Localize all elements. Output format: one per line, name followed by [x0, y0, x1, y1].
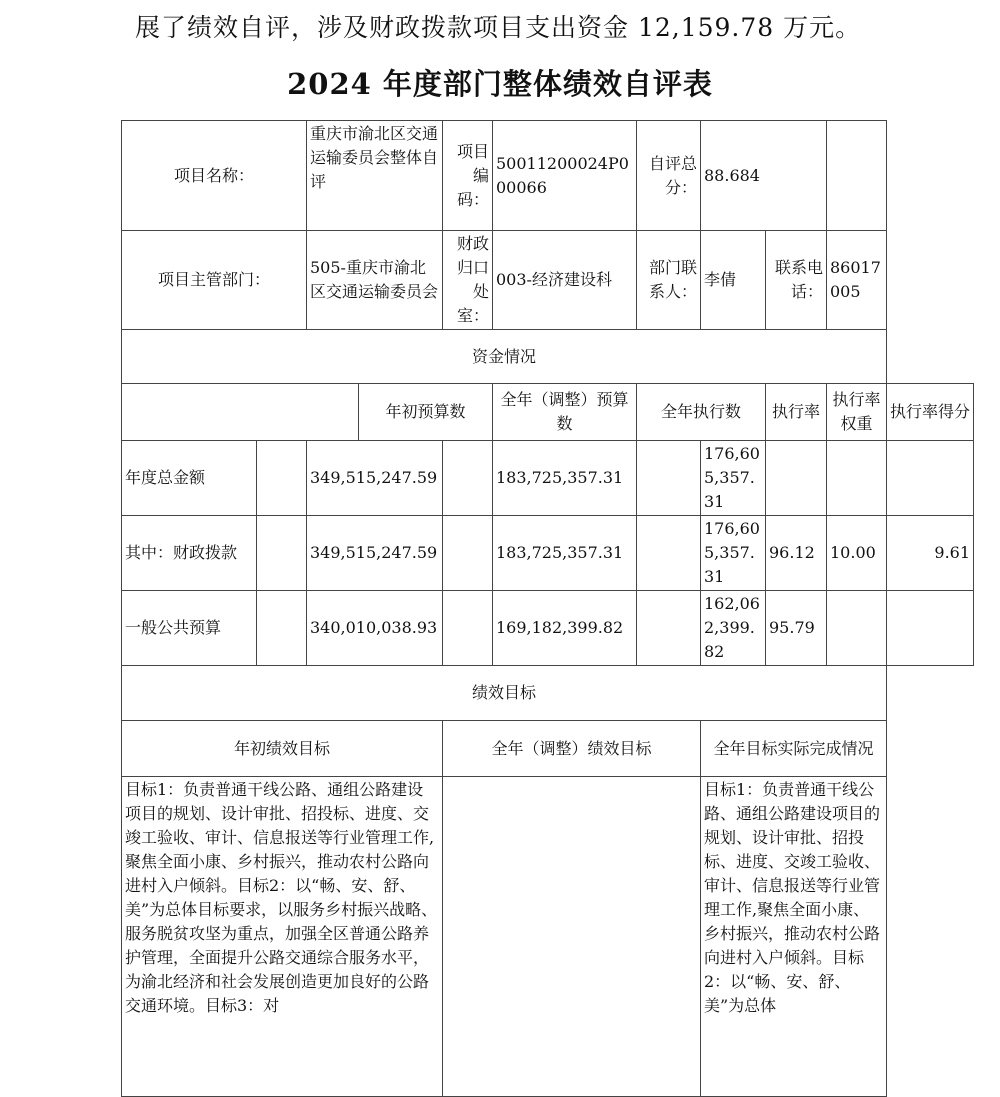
actual-completion-text: 目标1：负责普通干线公路、通组公路建设项目的规划、设计审批、招投标、进度、交竣工验收、审计、信息报送等行业管理工作,聚焦全面小康、乡村振兴，推动农村公路向进村入户倾斜。目标2：以“畅、安、舒、美”为总体	[701, 777, 887, 1097]
funds-header-blank	[122, 384, 359, 441]
table-row	[122, 516, 974, 591]
empty-cell	[637, 591, 701, 666]
weight-value	[827, 591, 887, 666]
adjusted-value: 183,725,357.31	[493, 441, 637, 516]
info-row-2	[122, 231, 974, 330]
phone-label: 联系电话：	[766, 231, 827, 330]
funds-section-row	[122, 330, 974, 384]
empty-cell	[443, 591, 493, 666]
dept-value: 505-重庆市渝北区交通运输委员会	[307, 231, 443, 330]
project-name-label: 项目名称：	[122, 121, 307, 231]
initial-goals-text: 目标1：负责普通干线公路、通组公路建设项目的规划、设计审批、招投标、进度、交竣工验收、审计、信息报送等行业管理工作,聚焦全面小康、乡村振兴，推动农村公路向进村入户倾斜。目标2：以“畅、安、舒、美”为总体目标要求，以服务乡村振兴战略、服务脱贫攻坚为重点，加强全区普通公路养护管理，全面提升公路交通综合服务水平，为渝北经济和社会发展创造更加良好的公路交通环境。目标3：对	[122, 777, 443, 1097]
project-code-label: 项目编码：	[443, 121, 493, 231]
empty-cell	[637, 441, 701, 516]
self-score-label: 自评总分：	[637, 121, 701, 231]
initial-value: 349,515,247.59	[307, 516, 443, 591]
row-label: 年度总金额	[122, 441, 257, 516]
funds-header-row	[122, 384, 974, 441]
header-executed: 全年执行数	[637, 384, 766, 441]
header-rate: 执行率	[766, 384, 827, 441]
adjusted-goals-text	[443, 777, 701, 1097]
weight-value	[827, 441, 887, 516]
funds-section-title: 资金情况	[122, 330, 887, 384]
initial-value: 340,010,038.93	[307, 591, 443, 666]
dept-label: 项目主管部门：	[122, 231, 307, 330]
intro-paragraph: 展了绩效自评，涉及财政拨款项目支出资金 12,159.78 万元。	[135, 13, 862, 42]
goals-section-title: 绩效目标	[122, 666, 887, 721]
score-value	[887, 591, 974, 666]
project-name-value: 重庆市渝北区交通运输委员会整体自评	[307, 121, 443, 231]
phone-value: 86017005	[827, 231, 887, 330]
project-code-value: 50011200024P000066	[493, 121, 637, 231]
table-row	[122, 591, 974, 666]
executed-value: 176,605,357.31	[701, 516, 766, 591]
contact-value: 李倩	[701, 231, 766, 330]
finance-office-label: 财政归口处室：	[443, 231, 493, 330]
goals-section-row	[122, 666, 974, 721]
row-label: 其中：财政拨款	[122, 516, 257, 591]
rate-value: 95.79	[766, 591, 827, 666]
rate-value: 96.12	[766, 516, 827, 591]
header-score: 执行率得分	[887, 384, 974, 441]
self-evaluation-table	[121, 120, 974, 1097]
header-actual-completion: 全年目标实际完成情况	[701, 721, 887, 777]
header-adjusted-budget: 全年（调整）预算数	[493, 384, 637, 441]
empty-cell	[443, 516, 493, 591]
goals-header-row	[122, 721, 974, 777]
weight-value: 10.00	[827, 516, 887, 591]
score-value: 9.61	[887, 516, 974, 591]
header-adjusted-goals: 全年（调整）绩效目标	[443, 721, 701, 777]
empty-cell	[827, 121, 887, 231]
info-row-1	[122, 121, 974, 231]
table-row	[122, 441, 974, 516]
adjusted-value: 169,182,399.82	[493, 591, 637, 666]
empty-cell	[637, 516, 701, 591]
rate-value	[766, 441, 827, 516]
executed-value: 176,605,357.31	[701, 441, 766, 516]
score-value	[887, 441, 974, 516]
header-weight: 执行率权重	[827, 384, 887, 441]
executed-value: 162,062,399.82	[701, 591, 766, 666]
finance-office-value: 003-经济建设科	[493, 231, 637, 330]
empty-cell	[257, 591, 307, 666]
initial-value: 349,515,247.59	[307, 441, 443, 516]
self-score-value: 88.684	[701, 121, 827, 231]
empty-cell	[257, 516, 307, 591]
contact-label: 部门联系人：	[637, 231, 701, 330]
table-title: 2024 年度部门整体绩效自评表	[287, 67, 713, 101]
empty-cell	[257, 441, 307, 516]
goals-body-row	[122, 777, 974, 1097]
adjusted-value: 183,725,357.31	[493, 516, 637, 591]
header-initial-budget: 年初预算数	[359, 384, 493, 441]
empty-cell	[443, 441, 493, 516]
row-label: 一般公共预算	[122, 591, 257, 666]
header-initial-goals: 年初绩效目标	[122, 721, 443, 777]
